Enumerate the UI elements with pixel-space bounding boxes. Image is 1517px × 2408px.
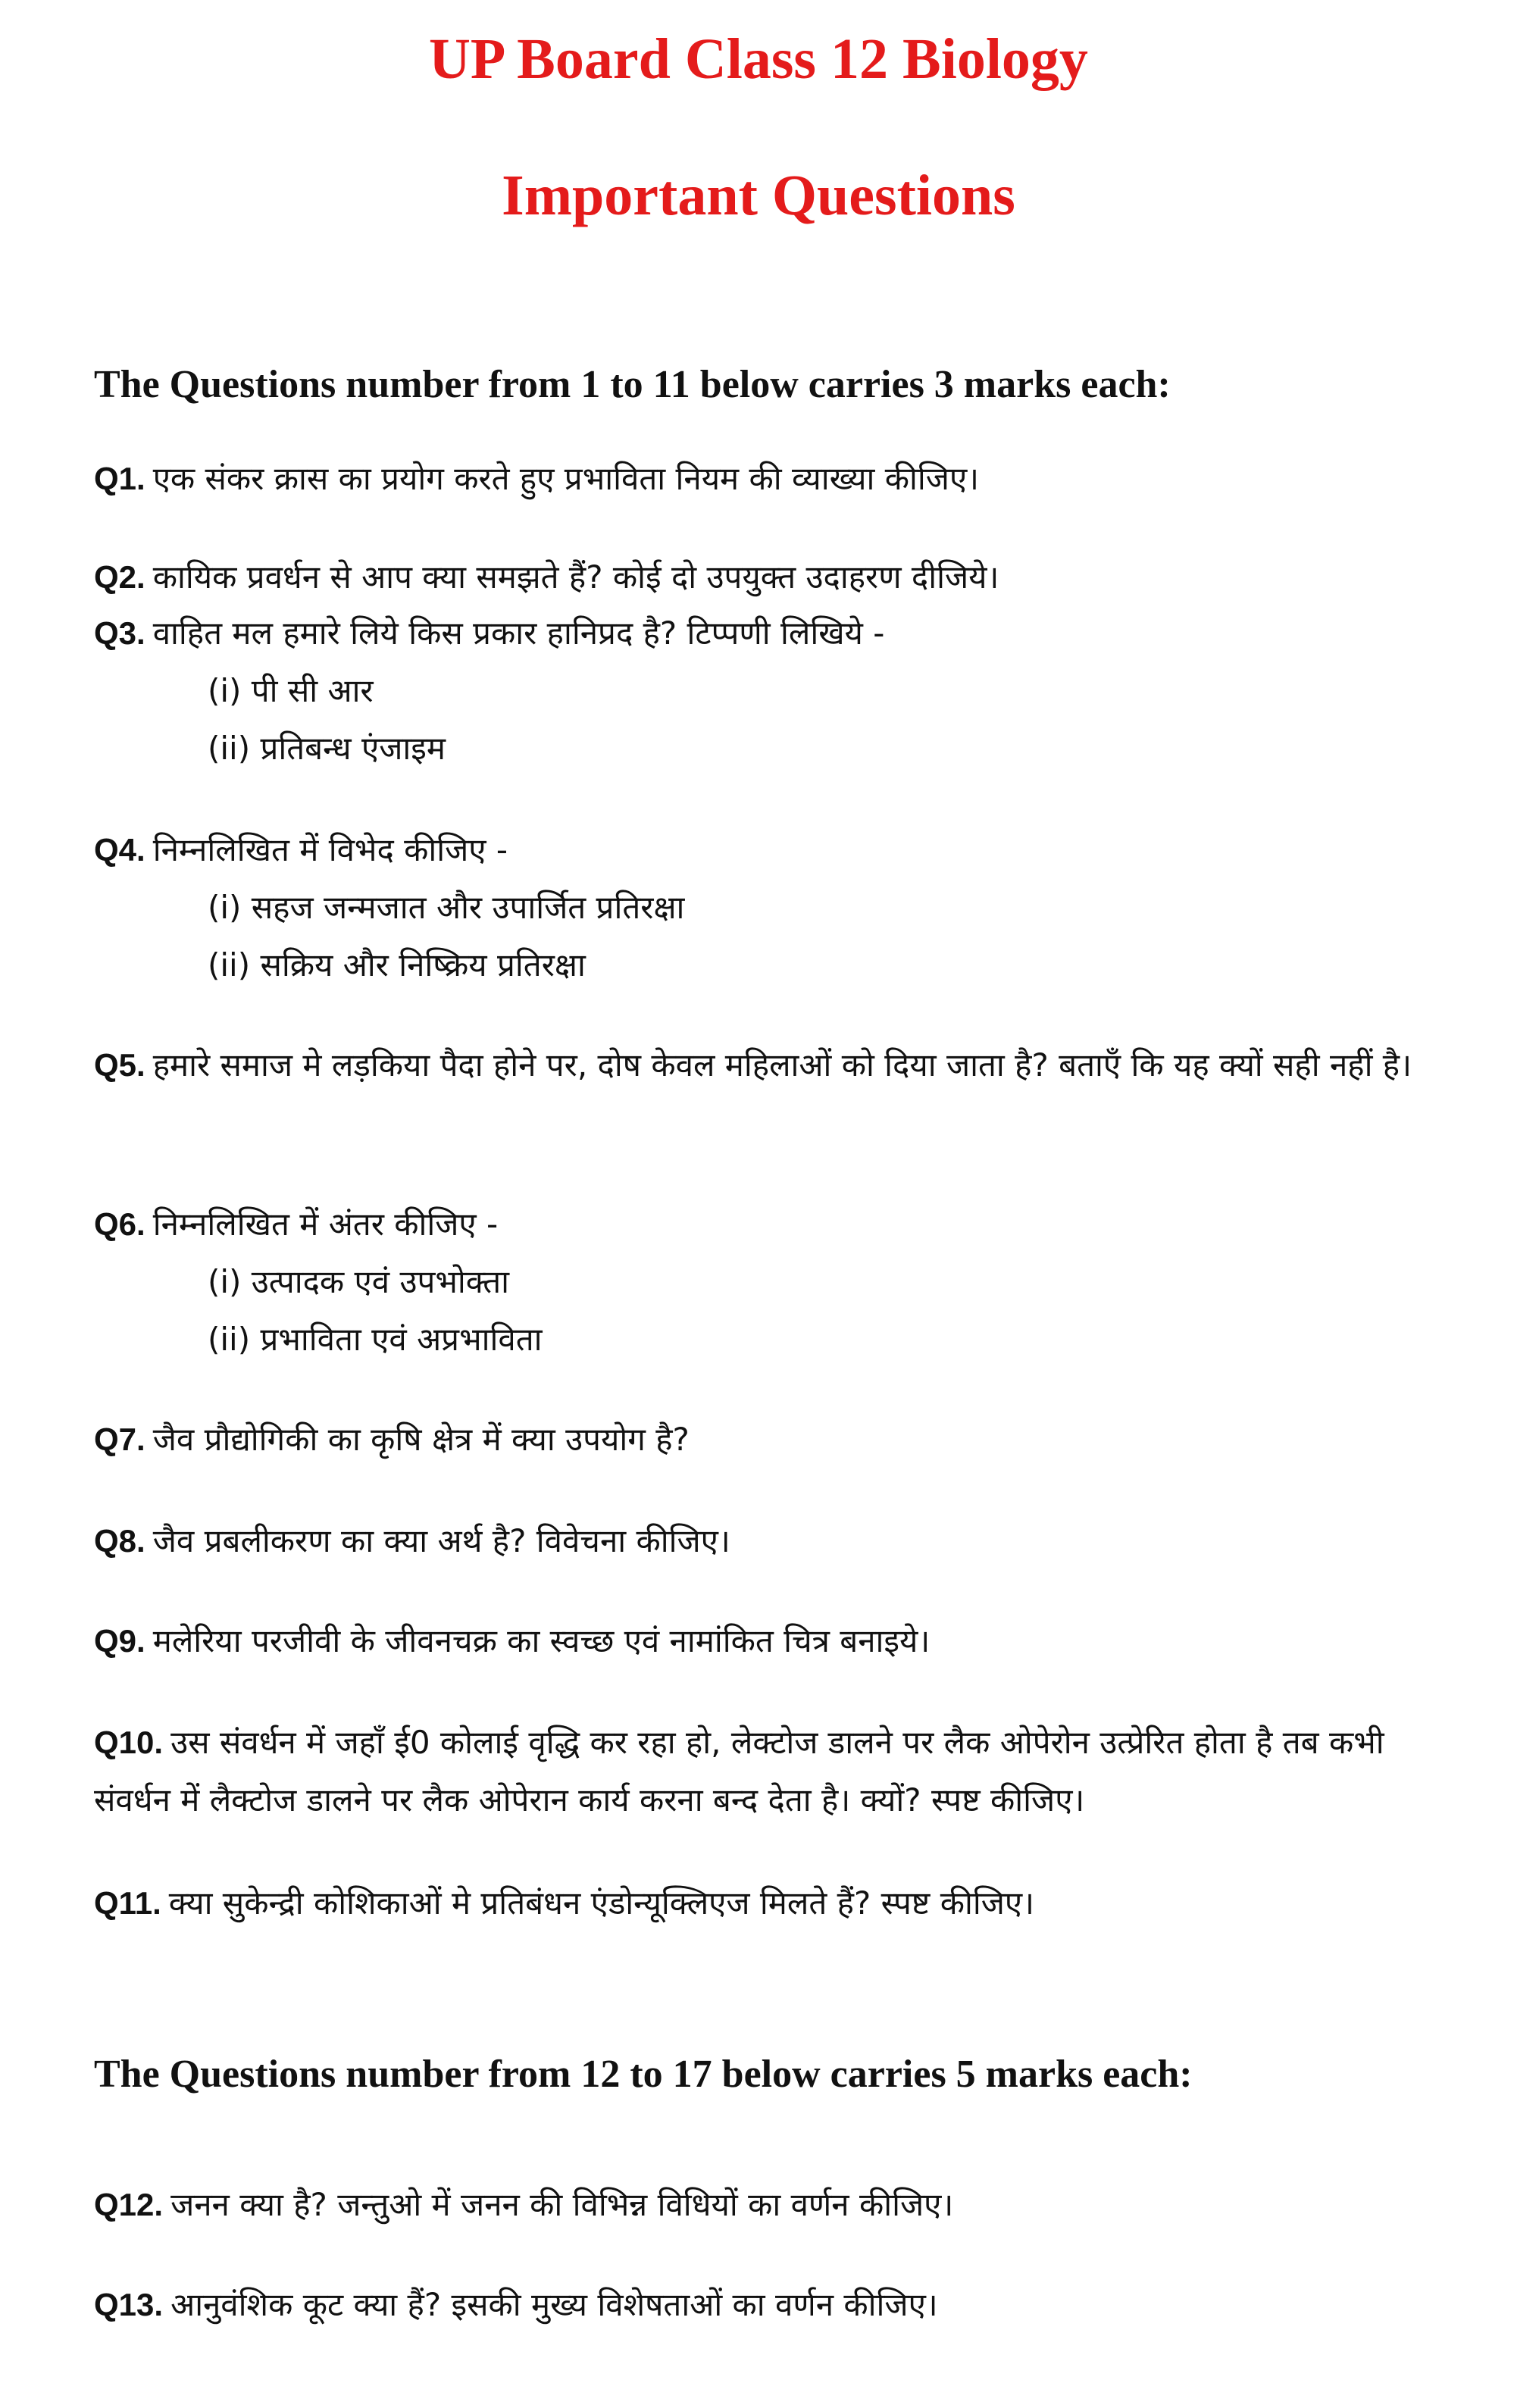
question-1 <box>94 450 1434 508</box>
question-text: आनुवंशिक कूट क्या हैं? इसकी मुख्य विशेषताओं का वर्णन कीजिए। <box>170 2286 938 2323</box>
question-subpart: (i) उत्पादक एवं उपभोक्ता <box>208 1263 510 1300</box>
question-number: Q5. <box>94 1047 145 1083</box>
section-heading-3-marks: The Questions number from 1 to 11 below carries 3 marks each: <box>94 363 1171 406</box>
question-text: वाहित मल हमारे लिये किस प्रकार हानिप्रद है? टिप्पणी लिखिये - <box>152 615 885 652</box>
document-subtitle: Important Questions <box>502 164 1015 227</box>
question-text: निम्नलिखित में विभेद कीजिए - <box>152 831 508 868</box>
question-12 <box>94 2176 1434 2234</box>
question-number: Q10. <box>94 1725 164 1760</box>
question-number: Q9. <box>94 1623 145 1659</box>
question-number: Q8. <box>94 1523 145 1559</box>
question-text: मलेरिया परजीवी के जीवनचक्र का स्वच्छ एवं नामांकित चित्र बनाइये। <box>152 1622 931 1659</box>
question-text: एक संकर क्रास का प्रयोग करते हुए प्रभाविता नियम की व्याख्या कीजिए। <box>152 460 980 497</box>
question-5 <box>94 1037 1434 1094</box>
question-number: Q6. <box>94 1206 145 1242</box>
question-8 <box>94 1512 1434 1570</box>
question-number: Q13. <box>94 2287 164 2322</box>
question-number: Q7. <box>94 1421 145 1457</box>
question-10 <box>94 1714 1434 1829</box>
question-7 <box>94 1411 1434 1468</box>
question-11 <box>94 1875 1434 1932</box>
question-text: जनन क्या है? जन्तुओ में जनन की विभिन्न विधियों का वर्णन कीजिए। <box>170 2186 954 2223</box>
question-text: उस संवर्धन में जहाँ ई0 कोलाई वृद्धि कर रहा हो, लेक्टोज डालने पर लैक ओपेरोन उत्प्रेरित होता है तब कभी संवर्धन में लैक्टोज डालने पर लैक ओपेरान कार्य करना बन्द देता है। क्यों? स्पष्ट कीजिए। <box>94 1724 1384 1819</box>
document-title: UP Board Class 12 Biology <box>429 27 1088 91</box>
question-text: जैव प्रौद्योगिकी का कृषि क्षेत्र में क्या उपयोग है? <box>152 1421 690 1458</box>
question-number: Q4. <box>94 832 145 868</box>
question-text: क्या सुकेन्द्री कोशिकाओं मे प्रतिबंधन एंडोन्यूक्लिएज मिलते हैं? स्पष्ट कीजिए। <box>168 1884 1035 1922</box>
question-text: कायिक प्रवर्धन से आप क्या समझते हैं? कोई दो उपयुक्त उदाहरण दीजिये। <box>152 558 999 596</box>
question-number: Q2. <box>94 559 145 595</box>
question-number: Q1. <box>94 461 145 496</box>
question-number: Q3. <box>94 615 145 651</box>
question-subpart: (ii) सक्रिय और निष्क्रिय प्रतिरक्षा <box>208 946 586 984</box>
question-text: हमारे समाज मे लड़किया पैदा होने पर, दोष केवल महिलाओं को दिया जाता है? बताएँ कि यह क्यों सही नहीं है। <box>152 1046 1412 1084</box>
question-6 <box>94 1196 1434 1368</box>
question-text: निम्नलिखित में अंतर कीजिए - <box>152 1206 499 1243</box>
question-number: Q12. <box>94 2187 164 2222</box>
question-subpart: (i) पी सी आर <box>208 672 374 709</box>
question-4 <box>94 821 1434 994</box>
question-13 <box>94 2276 1434 2334</box>
question-subpart: (ii) प्रतिबन्ध एंजाइम <box>208 730 446 767</box>
question-number: Q11. <box>94 1885 161 1921</box>
section-heading-5-marks: The Questions number from 12 to 17 below carries 5 marks each: <box>94 2053 1193 2096</box>
question-2 <box>94 549 1434 606</box>
question-text: जैव प्रबलीकरण का क्या अर्थ है? विवेचना कीजिए। <box>152 1522 730 1559</box>
question-subpart: (ii) प्रभाविता एवं अप्रभाविता <box>208 1321 543 1358</box>
question-3 <box>94 605 1434 777</box>
question-9 <box>94 1612 1434 1670</box>
question-subpart: (i) सहज जन्मजात और उपार्जित प्रतिरक्षा <box>208 889 685 926</box>
